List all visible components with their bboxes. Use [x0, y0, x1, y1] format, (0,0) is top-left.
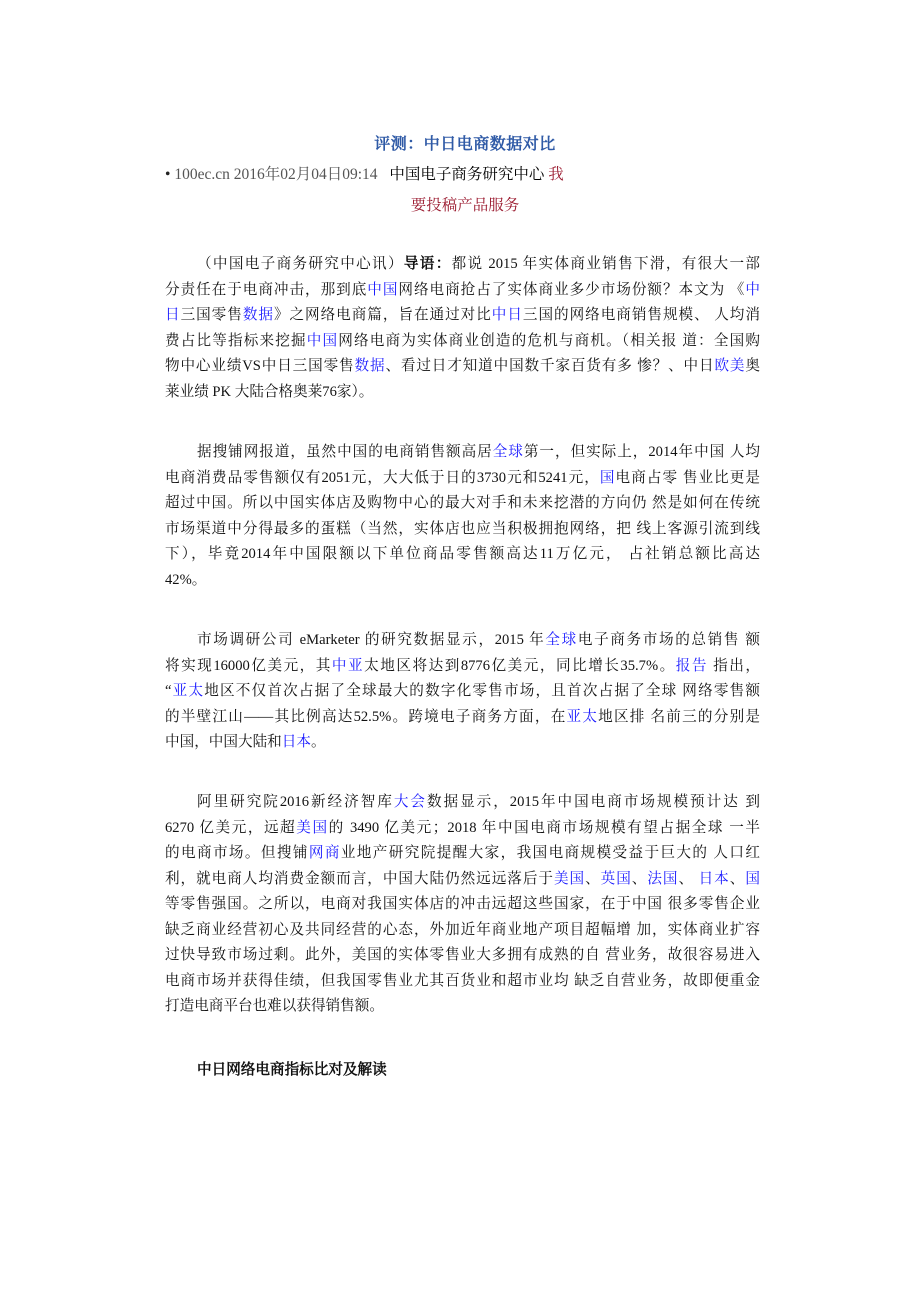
text-line: [165, 892, 760, 918]
keyword-link[interactable]: 全球: [545, 632, 578, 648]
text-segment: 太地区将达到8776亿美元，同比增长35.7%。: [364, 657, 676, 674]
section-heading: 中日网络电商指标比对及解读: [197, 1062, 387, 1078]
contribute-link-part2[interactable]: 要投稿产品服务: [410, 197, 520, 214]
text-segment: 6270 亿美元，远超: [165, 819, 297, 836]
text-segment: 等零售强国。之所以，电商对我国实体店的冲击远超这些国家，在于中国 很多零售企业: [165, 896, 760, 912]
text-segment: 三国零售: [180, 307, 243, 323]
text-line: [165, 654, 760, 680]
text-segment: 物中心业绩VS中日三国零售: [165, 358, 355, 374]
paragraph-emarketer: [165, 628, 760, 756]
text-segment: 的 3490 亿美元；2018 年中国电商市场规模有望占据全球 一半: [328, 819, 760, 836]
text-segment: 电商市场并获得佳绩，但我国零售业尤其百货业和超市业均 缺乏自营业务，故即便重金: [165, 972, 760, 989]
text-segment: 地区不仅首次占据了全球最大的数字化零售市场，且首次占据了全球 网络零售额: [204, 683, 760, 699]
text-segment: 电商占零 售业比更是: [615, 469, 760, 486]
keyword-link[interactable]: 欧美: [714, 358, 746, 374]
text-segment: 奥: [745, 358, 760, 374]
keyword-link[interactable]: 中国: [367, 281, 399, 298]
text-line: [165, 790, 760, 816]
text-line: [165, 278, 760, 304]
text-line: [165, 329, 760, 355]
keyword-link[interactable]: 法国: [647, 870, 679, 887]
text-segment: 的电商市场。但搜铺: [165, 845, 309, 861]
keyword-link[interactable]: 数据: [354, 358, 386, 374]
keyword-link[interactable]: 美国: [296, 819, 329, 836]
text-line: [165, 568, 760, 594]
keyword-link[interactable]: 亚太: [171, 683, 205, 699]
text-segment: 市场渠道中分得最多的蛋糕（当然，实体店也应当积极拥抱网络，把 线上客源引流到线: [165, 520, 760, 537]
text-segment: 电商消费品零售额仅有2051元，大大低于日的3730元和5241元，: [165, 469, 600, 486]
text-line: [165, 354, 760, 380]
keyword-link[interactable]: 国: [745, 870, 760, 887]
text-segment: （中国电子商务研究中心讯）: [197, 256, 404, 272]
text-line: [165, 466, 760, 492]
source-date: 100ec.cn 2016年02月04日09:14: [174, 166, 378, 183]
text-segment: 将实现16000亿美元，其: [165, 657, 332, 674]
text-line: [165, 303, 760, 329]
text-line: [165, 517, 760, 543]
text-segment: 分责任在于电商冲击，那到底: [165, 281, 368, 298]
text-segment: 第一，但实际上，2014年中国 人均: [523, 444, 760, 460]
text-segment: 都说 2015 年实体商业销售下滑，有很大一部: [451, 256, 760, 272]
text-segment: 下），毕竟2014年中国限额以下单位商品零售额高达11万亿元， 占社销总额比高达: [165, 546, 760, 562]
text-line: [165, 491, 760, 517]
keyword-link[interactable]: 报告: [675, 657, 708, 674]
lead-label: 导语：: [403, 256, 452, 272]
text-segment: 费占比等指标来挖掘: [165, 332, 307, 349]
contribute-link[interactable]: [0, 193, 920, 215]
text-segment: 业地产研究院提醒大家，我国电商规模受益于巨大的 人口红: [340, 845, 760, 861]
text-segment: 市场调研公司 eMarketer 的研究数据显示，2015 年: [197, 632, 546, 648]
text-line: [165, 867, 760, 893]
text-line: [165, 252, 760, 278]
text-segment: 过快导致市场过剩。此外，美国的实体零售业大多拥有成熟的自 营业务，故很容易进入: [165, 947, 760, 963]
text-line: [165, 380, 760, 406]
keyword-link[interactable]: 中国: [306, 332, 339, 349]
text-segment: 42%。: [165, 571, 207, 588]
keyword-link[interactable]: 全球: [492, 444, 524, 460]
text-segment: 、: [729, 870, 746, 887]
keyword-link[interactable]: 美国: [553, 870, 586, 887]
text-segment: 据搜铺网报道，虽然中国的电商销售额高居: [197, 444, 493, 460]
text-segment: 地区排 名前三的分别是: [598, 708, 760, 725]
paragraph-intro: [165, 252, 760, 405]
paragraph-soupu: [165, 440, 760, 593]
text-line: [165, 943, 760, 969]
text-segment: 利，就电商人均消费金额而言，中国大陆仍然远远落后于: [165, 870, 554, 887]
text-segment: 数据显示，2015年中国电商市场规模预计达 到: [426, 794, 760, 810]
text-line: [165, 628, 760, 654]
contribute-link-part1[interactable]: 我: [548, 166, 564, 183]
keyword-link[interactable]: 日本: [281, 734, 311, 750]
text-line: [165, 918, 760, 944]
text-line: [165, 841, 760, 867]
text-segment: 网络电商为实体商业创造的危机与商机。（相关报 道：全国购: [338, 332, 760, 349]
keyword-link[interactable]: 日: [165, 307, 181, 323]
text-segment: 指出，: [707, 657, 760, 674]
text-segment: 打造电商平台也难以获得销售额。: [165, 998, 384, 1014]
keyword-link[interactable]: 中亚: [331, 657, 365, 674]
article-title: 评测：中日电商数据对比: [374, 136, 556, 153]
text-segment: 中国，中国大陆和: [165, 734, 282, 750]
text-segment: 电子商务市场的总销售 额: [577, 632, 760, 648]
keyword-link[interactable]: 英国: [600, 870, 632, 887]
keyword-link[interactable]: 亚太: [566, 708, 599, 725]
text-segment: 、看过日才知道中国数千家百货有多 惨？、中日: [385, 358, 715, 374]
text-segment: 三国的网络电商销售规模、 人均消: [522, 307, 760, 323]
text-segment: 超过中国。所以中国实体店及购物中心的最大对手和未来挖潜的方向仍 然是如何在传统: [165, 495, 760, 511]
text-line: [165, 679, 760, 705]
text-line: [165, 542, 760, 568]
text-segment: 网络电商抢占了实体商业多少市场份额？本文为 《: [398, 281, 746, 298]
keyword-link[interactable]: 中: [745, 281, 760, 298]
keyword-link[interactable]: 中日: [491, 307, 523, 323]
text-line: [165, 816, 760, 842]
text-segment: 、: [631, 870, 648, 887]
text-line: [165, 705, 760, 731]
text-segment: 》之网络电商篇，旨在通过对比: [273, 307, 492, 323]
paragraph-alibaba: [165, 790, 760, 1020]
keyword-link[interactable]: 国: [599, 469, 616, 486]
text-segment: 莱业绩 PK 大陆合格奥莱76家）。: [165, 383, 374, 400]
keyword-link[interactable]: 大会: [393, 794, 427, 810]
keyword-link[interactable]: 网商: [308, 845, 341, 861]
bullet: •: [165, 166, 171, 183]
text-segment: 、: [585, 870, 601, 887]
text-segment: 、: [678, 870, 699, 887]
text-line: [165, 730, 760, 756]
text-segment: 。: [310, 734, 326, 750]
keyword-link[interactable]: 数据: [242, 307, 274, 323]
article-byline: [165, 162, 564, 184]
text-segment: “: [165, 683, 172, 699]
source-org: 中国电子商务研究中心: [389, 166, 545, 183]
text-line: [165, 994, 760, 1020]
text-line: [165, 969, 760, 995]
text-segment: 缺乏商业经营初心及共同经营的心态，外加近年商业地产项目超幅增 加，实体商业扩容: [165, 921, 760, 938]
text-segment: 的半壁江山——其比例高达52.5%。跨境电子商务方面，在: [165, 708, 567, 725]
text-line: [165, 440, 760, 466]
text-segment: 阿里研究院2016新经济智库: [197, 794, 394, 810]
keyword-link[interactable]: 日本: [698, 870, 730, 887]
